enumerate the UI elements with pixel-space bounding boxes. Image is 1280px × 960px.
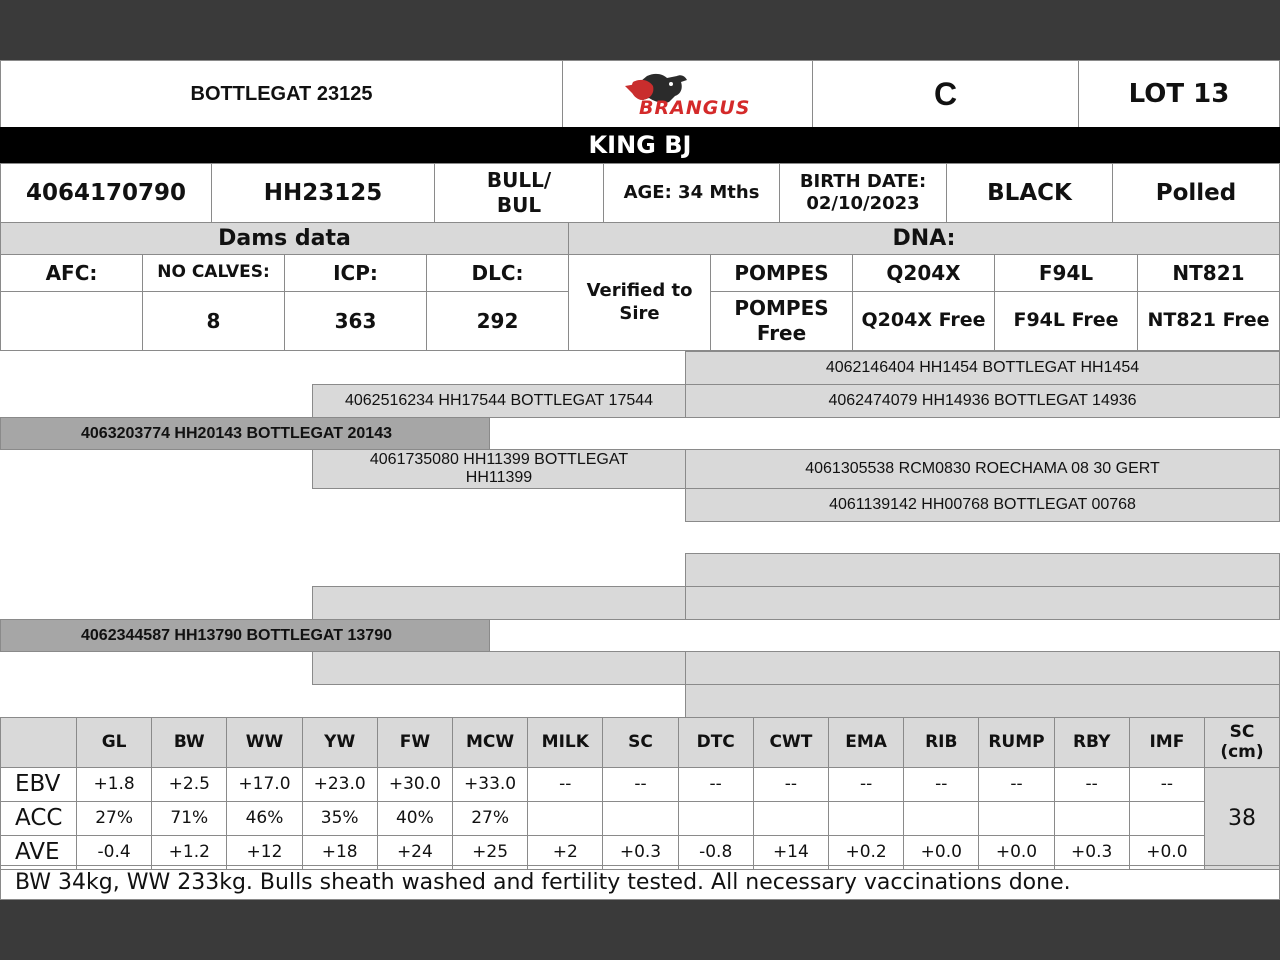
dna-test-nt821: NT821 bbox=[1137, 254, 1280, 292]
ebv-acc-milk bbox=[527, 801, 603, 836]
verified-line-2: Sire bbox=[619, 302, 660, 324]
dna-result-nt821: NT821 Free bbox=[1137, 291, 1280, 351]
ebv-ave-ww: +12 bbox=[226, 835, 302, 870]
ebv-table bbox=[0, 717, 1280, 866]
colour: BLACK bbox=[946, 163, 1113, 223]
pedigree-dam-sire-dam bbox=[685, 586, 1280, 620]
verified-line-1: Verified to bbox=[586, 280, 693, 301]
brand-logo-text: BRANGUS bbox=[639, 97, 751, 119]
ebv-ave-fw: +24 bbox=[377, 835, 453, 870]
ebv-acc-yw: 35% bbox=[302, 801, 378, 836]
afc-label: AFC: bbox=[0, 254, 143, 292]
ebv-header-ema: EMA bbox=[828, 717, 904, 768]
ebv-ave-bw: +1.2 bbox=[151, 835, 227, 870]
ebv-ebv-imf: -- bbox=[1129, 767, 1205, 802]
lot-number: LOT 13 bbox=[1078, 60, 1280, 128]
pedigree-sire-dam-sire: 4061305538 RCM0830 ROECHAMA 08 30 GERT bbox=[685, 449, 1280, 489]
ebv-ebv-sc: -- bbox=[602, 767, 678, 802]
ebv-ave-rby: +0.3 bbox=[1054, 835, 1130, 870]
dna-test-q204x: Q204X bbox=[852, 254, 995, 292]
ebv-header-gl: GL bbox=[76, 717, 152, 768]
dna-result-pompes-line-1: POMPES bbox=[734, 296, 829, 320]
horn-status: Polled bbox=[1112, 163, 1280, 223]
sex bbox=[434, 163, 604, 223]
ebv-ave-yw: +18 bbox=[302, 835, 378, 870]
pedigree-dam-dam-sire bbox=[685, 651, 1280, 685]
dna-result-q204x: Q204X Free bbox=[852, 291, 995, 351]
pedigree-dam-sire bbox=[312, 586, 686, 620]
ebv-acc-fw: 40% bbox=[377, 801, 453, 836]
ebv-ave-sc: +0.3 bbox=[602, 835, 678, 870]
ebv-ebv-milk: -- bbox=[527, 767, 603, 802]
pedigree-dam-sire-sire bbox=[685, 553, 1280, 587]
pedigree-dam-dam-dam bbox=[685, 684, 1280, 718]
ebv-corner-cell bbox=[0, 717, 77, 768]
sex-line-1: BULL/ bbox=[486, 168, 552, 192]
ebv-acc-sc bbox=[602, 801, 678, 836]
ebv-header-fw: FW bbox=[377, 717, 453, 768]
ebv-acc-cwt bbox=[753, 801, 829, 836]
birth-date-label: BIRTH DATE: bbox=[799, 170, 927, 192]
ebv-acc-ww: 46% bbox=[226, 801, 302, 836]
ebv-row-label-ave: AVE bbox=[0, 835, 77, 870]
ebv-header-dtc: DTC bbox=[678, 717, 754, 768]
age: AGE: 34 Mths bbox=[603, 163, 780, 223]
ebv-ebv-ww: +17.0 bbox=[226, 767, 302, 802]
ebv-acc-mcw: 27% bbox=[452, 801, 528, 836]
ebv-header-rib: RIB bbox=[903, 717, 979, 768]
ebv-ebv-mcw: +33.0 bbox=[452, 767, 528, 802]
pedigree-dam-dam bbox=[312, 651, 686, 685]
dna-test-f94l: F94L bbox=[994, 254, 1138, 292]
ebv-acc-dtc bbox=[678, 801, 754, 836]
ebv-acc-gl: 27% bbox=[76, 801, 152, 836]
animal-name: KING BJ bbox=[0, 127, 1280, 163]
dna-result-pompes-line-2: Free bbox=[756, 321, 807, 345]
ebv-header-rump: RUMP bbox=[978, 717, 1054, 768]
ebv-header-bw: BW bbox=[151, 717, 227, 768]
brand-logo bbox=[562, 60, 813, 128]
ebv-ave-gl: -0.4 bbox=[76, 835, 152, 870]
dna-result-f94l: F94L Free bbox=[994, 291, 1138, 351]
dna-header: DNA: bbox=[568, 222, 1280, 255]
ebv-acc-ema bbox=[828, 801, 904, 836]
ebv-header-sc-cm-line-2: (cm) bbox=[1220, 741, 1264, 762]
pedigree-dam: 4062344587 HH13790 BOTTLEGAT 13790 bbox=[0, 619, 490, 652]
ebv-ebv-rump: -- bbox=[978, 767, 1054, 802]
ebv-row-label-acc: ACC bbox=[0, 801, 77, 836]
ebv-ave-milk: +2 bbox=[527, 835, 603, 870]
icp-label: ICP: bbox=[284, 254, 427, 292]
birth-date bbox=[779, 163, 947, 223]
no-calves-label: NO CALVES: bbox=[142, 254, 285, 292]
ebv-acc-rby bbox=[1054, 801, 1130, 836]
ebv-ebv-gl: +1.8 bbox=[76, 767, 152, 802]
ebv-header-imf: IMF bbox=[1129, 717, 1205, 768]
icp-value: 363 bbox=[284, 291, 427, 351]
dlc-value: 292 bbox=[426, 291, 569, 351]
ebv-acc-rump bbox=[978, 801, 1054, 836]
comments: BW 34kg, WW 233kg. Bulls sheath washed and fertility tested. All necessary vaccinations done. bbox=[0, 865, 1280, 900]
ebv-acc-bw: 71% bbox=[151, 801, 227, 836]
ebv-ave-imf: +0.0 bbox=[1129, 835, 1205, 870]
ebv-ave-mcw: +25 bbox=[452, 835, 528, 870]
ebv-ebv-yw: +23.0 bbox=[302, 767, 378, 802]
ebv-header-mcw: MCW bbox=[452, 717, 528, 768]
pedigree-sire-sire: 4062516234 HH17544 BOTTLEGAT 17544 bbox=[312, 384, 686, 418]
dna-test-pompes: POMPES bbox=[710, 254, 853, 292]
ebv-header-sc-cm-line-1: SC bbox=[1229, 721, 1255, 742]
pedigree-sire-sire-sire: 4062146404 HH1454 BOTTLEGAT HH1454 bbox=[685, 351, 1280, 385]
birth-date-value: 02/10/2023 bbox=[806, 193, 920, 214]
ebv-ave-rib: +0.0 bbox=[903, 835, 979, 870]
pedigree-sire-dam bbox=[312, 449, 686, 489]
no-calves-value: 8 bbox=[142, 291, 285, 351]
ebv-ebv-rby: -- bbox=[1054, 767, 1130, 802]
pedigree-sire: 4063203774 HH20143 BOTTLEGAT 20143 bbox=[0, 417, 490, 450]
pedigree-sire-dam-dam: 4061139142 HH00768 BOTTLEGAT 00768 bbox=[685, 488, 1280, 522]
ebv-ebv-bw: +2.5 bbox=[151, 767, 227, 802]
ebv-header-sc: SC bbox=[602, 717, 678, 768]
ebv-ebv-fw: +30.0 bbox=[377, 767, 453, 802]
ebv-acc-imf bbox=[1129, 801, 1205, 836]
ebv-ebv-rib: -- bbox=[903, 767, 979, 802]
sex-line-2: BUL bbox=[496, 193, 542, 217]
herd-id: HH23125 bbox=[211, 163, 435, 223]
ebv-ave-rump: +0.0 bbox=[978, 835, 1054, 870]
ebv-header-ww: WW bbox=[226, 717, 302, 768]
dlc-label: DLC: bbox=[426, 254, 569, 292]
ebv-row-label-ebv: EBV bbox=[0, 767, 77, 802]
ebv-header-yw: YW bbox=[302, 717, 378, 768]
grade: C bbox=[812, 60, 1079, 128]
farm-id: BOTTLEGAT 23125 bbox=[0, 60, 563, 128]
ebv-ave-ema: +0.2 bbox=[828, 835, 904, 870]
registration-number: 4064170790 bbox=[0, 163, 212, 223]
pedigree-sire-sire-dam: 4062474079 HH14936 BOTTLEGAT 14936 bbox=[685, 384, 1280, 418]
ebv-header-rby: RBY bbox=[1054, 717, 1130, 768]
ebv-ave-dtc: -0.8 bbox=[678, 835, 754, 870]
ebv-ave-cwt: +14 bbox=[753, 835, 829, 870]
lot-card bbox=[0, 60, 1280, 900]
dams-data-header: Dams data bbox=[0, 222, 569, 255]
ebv-header-cwt: CWT bbox=[753, 717, 829, 768]
pedigree-sire-dam-line-2: HH11399 bbox=[465, 469, 533, 486]
ebv-ebv-ema: -- bbox=[828, 767, 904, 802]
pedigree-sire-dam-line-1: 4061735080 HH11399 BOTTLEGAT bbox=[369, 451, 629, 469]
ebv-ebv-cwt: -- bbox=[753, 767, 829, 802]
ebv-ebv-dtc: -- bbox=[678, 767, 754, 802]
verified-to-sire bbox=[568, 254, 711, 351]
ebv-header-sc-cm bbox=[1204, 717, 1280, 768]
ebv-header-milk: MILK bbox=[527, 717, 603, 768]
ebv-acc-rib bbox=[903, 801, 979, 836]
ebv-sc-cm-value: 38 bbox=[1204, 767, 1280, 870]
dna-result-pompes bbox=[710, 291, 853, 351]
afc-value bbox=[0, 291, 143, 351]
